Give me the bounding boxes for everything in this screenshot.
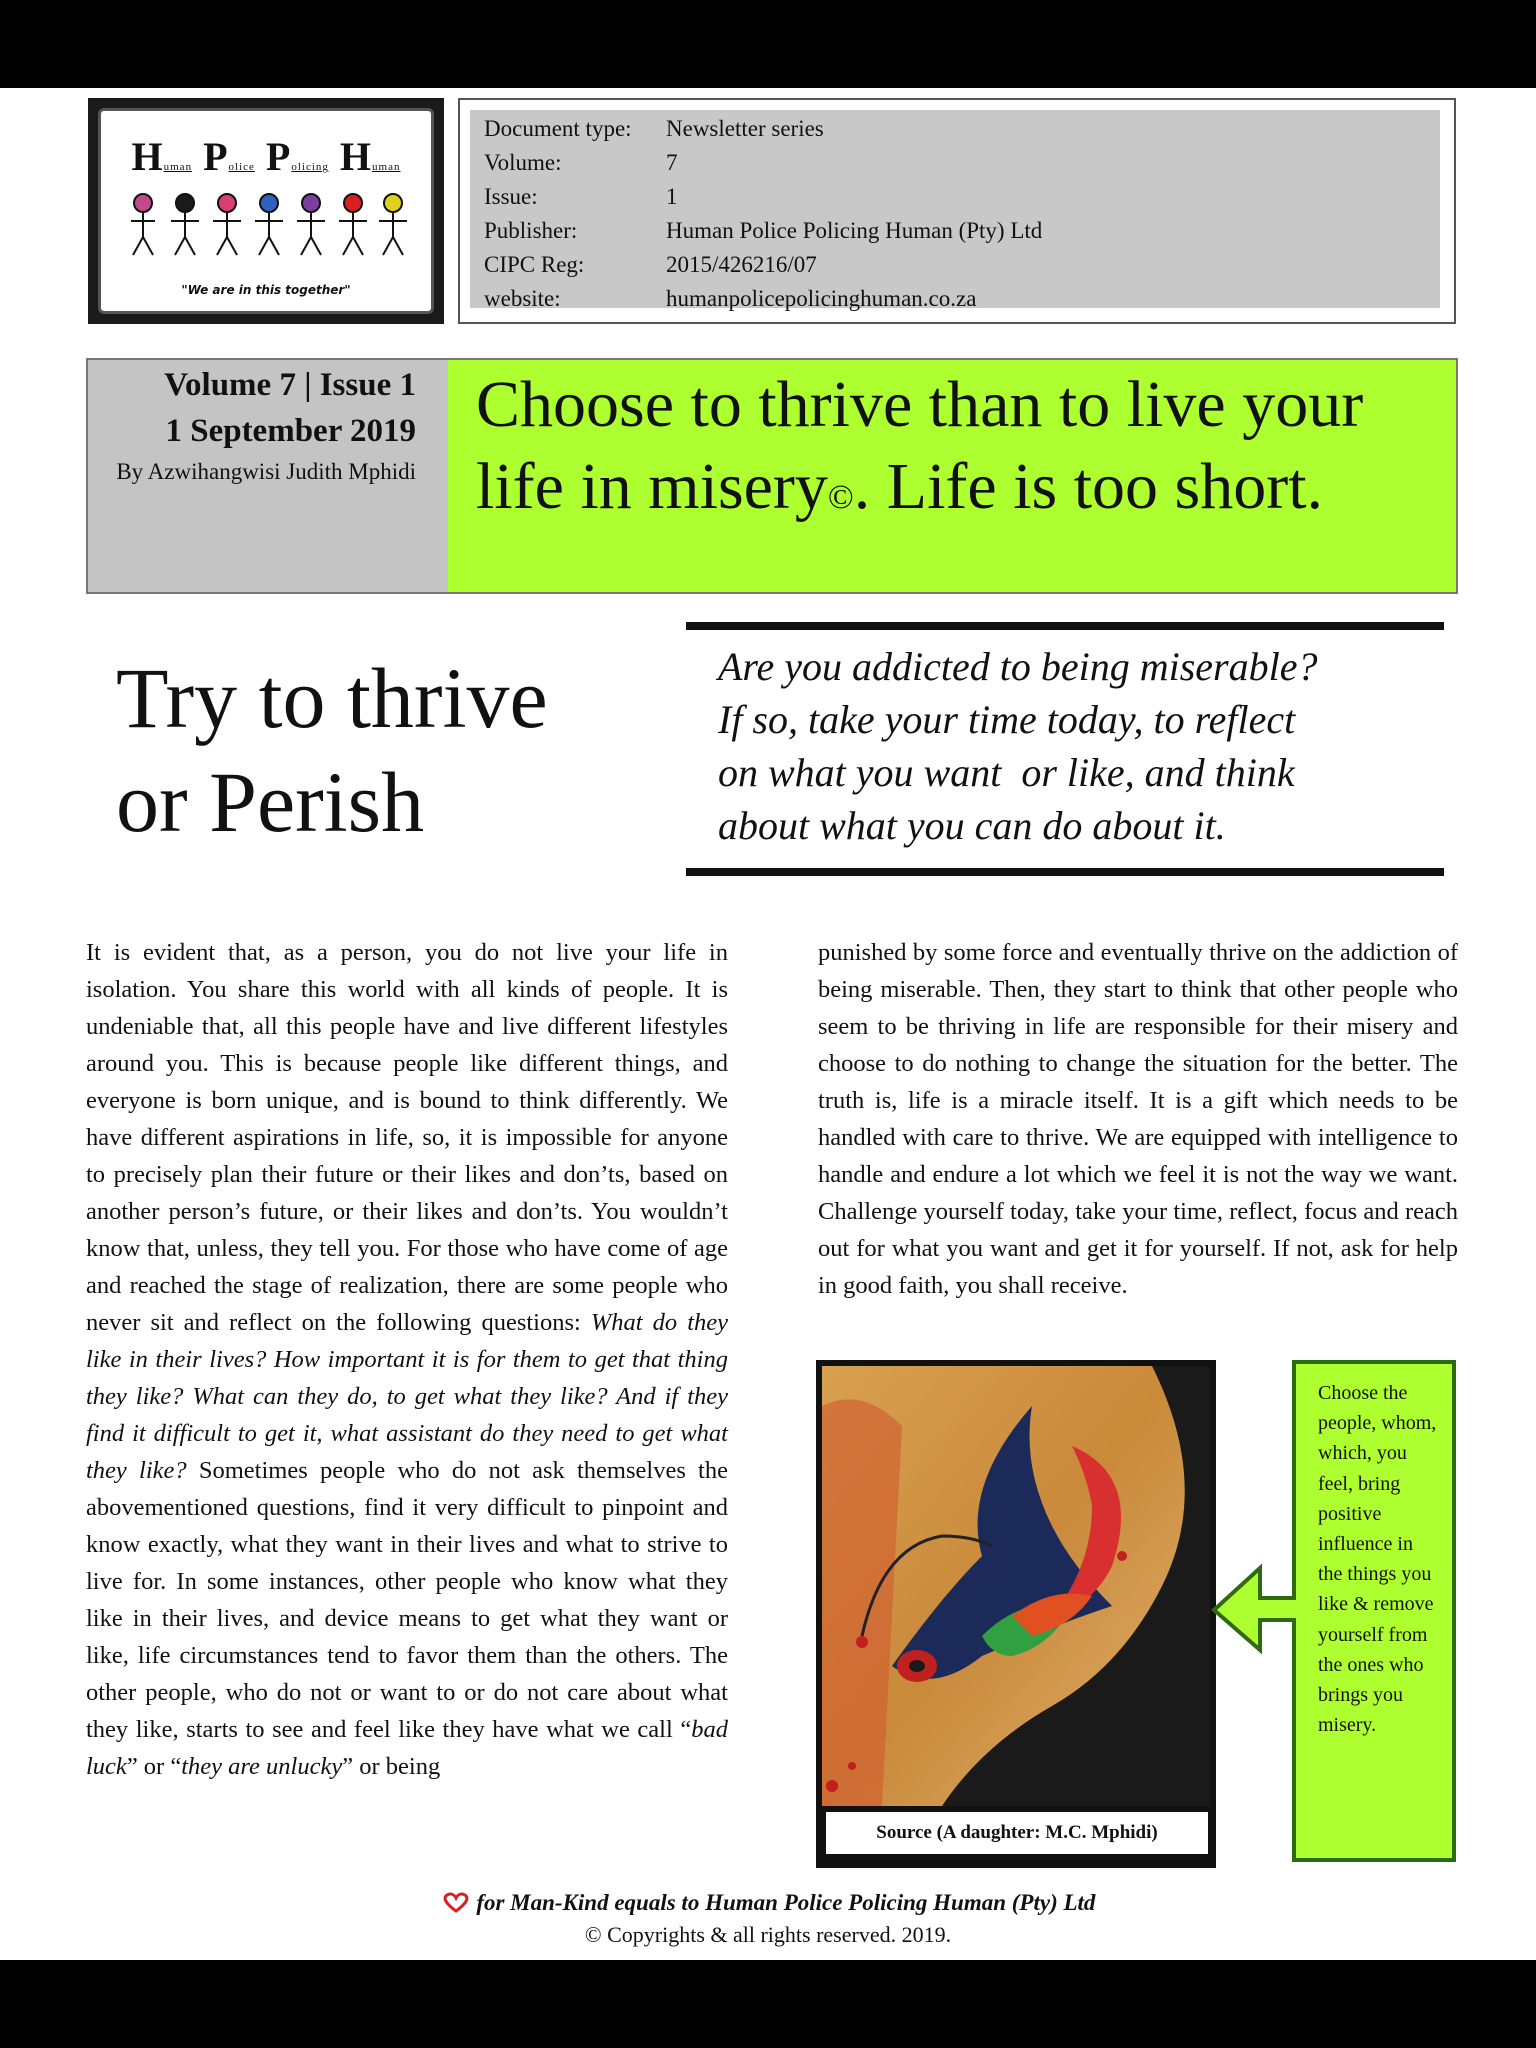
- logo-tagline: "We are in this together": [181, 283, 351, 297]
- copyright-line: © Copyrights & all rights reserved. 2019.: [584, 1922, 952, 1947]
- article-title-line: Try to thrive: [116, 650, 548, 746]
- footer-tagline: for Man-Kind equals to Human Police Policing Human (Pty) Ltd: [476, 1890, 1096, 1915]
- logo-frame: [98, 108, 434, 314]
- metadata-panel: [470, 110, 1440, 311]
- body-quote: they are unlucky: [181, 1753, 343, 1780]
- title-band: [86, 358, 1458, 594]
- issue-date: 1 September 2019: [165, 413, 416, 449]
- headline-line: [476, 446, 1363, 539]
- body-text: ” or “: [126, 1753, 182, 1780]
- logo-letter: olice: [228, 161, 255, 173]
- body-text: ” or being: [342, 1753, 441, 1780]
- logo-letter: H: [131, 134, 164, 179]
- metadata-value: 1: [666, 184, 678, 209]
- pull-quote-line: on what you want or like, and think: [718, 750, 1295, 795]
- painting-image: [822, 1366, 1210, 1806]
- article-title: [116, 646, 548, 854]
- pull-quote-line: Are you addicted to being miserable?: [718, 644, 1318, 689]
- logo: [88, 98, 444, 324]
- metadata-value: Newsletter series: [666, 116, 824, 141]
- copyright-symbol: ©: [827, 479, 854, 516]
- article-title-line: or Perish: [116, 754, 425, 850]
- headline-text: life in misery: [476, 450, 828, 523]
- issue-info-panel: [88, 360, 448, 592]
- stick-figures-icon: [121, 189, 417, 269]
- body-text: It is evident that, as a person, you do not live your life in isolation. You share this world with all kinds of people. It is undeniable that, all this people have and live different lifestyles around you. This is because people like different things, and everyone is born unique, and is bound to think differently. We have different aspirations in life, so, it is impossible for anyone to precisely plan their future or their likes and don’ts, based on another person’s future, or their likes and don’ts. You wouldn’t know that, unless, they tell you. For those who have come of age and reached the stage of realization, there are some people who never sit and reflect on the following questions:: [86, 939, 728, 1336]
- metadata-key: Volume:: [484, 150, 562, 175]
- logo-letter: uman: [372, 161, 401, 173]
- logo-letter: uman: [163, 161, 193, 173]
- document-metadata: [458, 98, 1456, 324]
- body-text: Sometimes people who do not ask themselves the abovementioned questions, find it very difficult to pinpoint and know exactly, what they want in their lives and what to strive to live for. In some instances, other people who know what they like in their lives, and device means to get what they want or like, life circumstances tend to favor them than the others. The other people, who do not or want to or do not care about what they like, starts to see and feel like they have what we call “: [86, 1457, 728, 1743]
- pull-quote-line: If so, take your time today, to reflect: [718, 697, 1296, 742]
- heart-icon: [441, 1891, 471, 1913]
- metadata-key: website:: [484, 286, 561, 311]
- logo-title: [101, 133, 431, 180]
- body-column-left: [86, 934, 728, 1785]
- volume-issue: Volume 7 | Issue 1: [164, 367, 416, 403]
- metadata-key: Document type:: [484, 116, 632, 141]
- headline-text: . Life is too short.: [853, 450, 1324, 523]
- logo-letter: P: [203, 134, 229, 179]
- issue-info: [164, 362, 416, 454]
- metadata-value: 2015/426216/07: [666, 252, 817, 277]
- pull-quote: [718, 640, 1448, 852]
- metadata-key: CIPC Reg:: [484, 252, 585, 277]
- headline-panel: [448, 360, 1456, 592]
- logo-letter: P: [265, 134, 292, 179]
- body-quote: bad luck: [86, 1716, 728, 1780]
- footer-line: [0, 1890, 1536, 1916]
- body-questions: What do they like in their lives? How important it is for them to get that thing they like? What can they do, to get what they like? And if they find it difficult to get it, what assistant do they need to get what they like?: [86, 1309, 728, 1484]
- quote-rule-bottom: [686, 868, 1444, 876]
- callout-text: Choose the people, whom, which, you feel, bring positive influence in the things you like & remove yourself from the ones who brings you misery.: [1318, 1382, 1437, 1737]
- metadata-value: Human Police Policing Human (Pty) Ltd: [666, 218, 1043, 243]
- metadata-key: Issue:: [484, 184, 538, 209]
- headline: [476, 364, 1363, 539]
- painting-figure: [816, 1360, 1216, 1868]
- figure-caption: Source (A daughter: M.C. Mphidi): [824, 1810, 1210, 1856]
- logo-letter: H: [339, 134, 373, 179]
- body-column-right: [818, 934, 1458, 1304]
- pull-quote-line: about what you can do about it.: [718, 803, 1226, 848]
- logo-letter: olicing: [291, 161, 329, 173]
- headline-line: Choose to thrive than to live your: [476, 368, 1364, 441]
- website-link[interactable]: humanpolicepolicinghuman.co.za: [666, 286, 977, 311]
- metadata-key: Publisher:: [484, 218, 578, 243]
- byline: By Azwihangwisi Judith Mphidi: [116, 459, 416, 484]
- body-text: punished by some force and eventually thrive on the addiction of being miserable. Then, they start to think that other people who seem to be thriving in life are responsible for their misery and choose to do nothing to change the situation for the better. The truth is, life is a miracle itself. It is a gift which needs to be handled with care to thrive. We are equipped with intelligence to handle and endure a lot which we feel it is not the way we want. Challenge yourself today, take your time, reflect, focus and reach out for what you want and get it for yourself. If not, ask for help in good faith, you shall receive.: [818, 939, 1458, 1299]
- quote-rule-top: [686, 622, 1444, 630]
- metadata-value: 7: [666, 150, 678, 175]
